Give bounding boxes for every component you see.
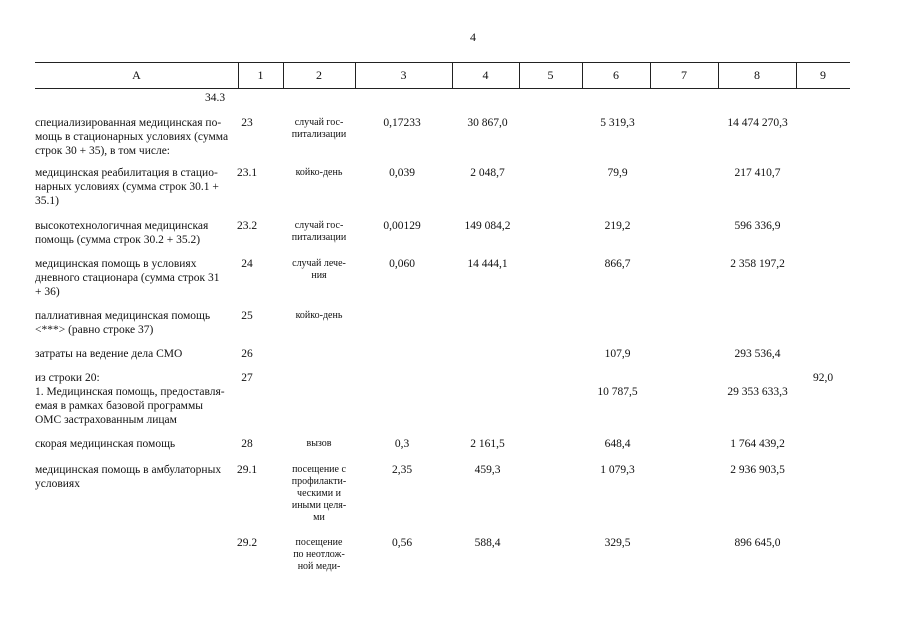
row-unit: случай гос- питализации: [291, 220, 347, 243]
cell-col8: 2 358 197,2: [730, 258, 785, 270]
row-label: затраты на ведение дела СМО: [35, 348, 183, 360]
cell-col8: 14 474 270,3: [727, 117, 788, 129]
row-label: высокотехнологичная медицинская помощь (сумма строк 30.2 + 35.2): [35, 220, 209, 246]
column-header-a: А: [132, 68, 141, 82]
cell-col9: 92,0: [812, 372, 834, 384]
cell-col8: 596 336,9: [734, 220, 781, 232]
row-unit: посещение по неотлож- ной меди-: [293, 537, 345, 572]
column-header-4: 4: [482, 68, 489, 82]
cell-col4: 30 867,0: [467, 117, 508, 129]
header-bottom-rule: [35, 88, 850, 89]
cell-col3: 2,35: [391, 464, 413, 476]
column-header-7: 7: [681, 68, 687, 82]
cell-col3: 0,3: [394, 438, 410, 450]
page-number: 4: [470, 30, 476, 44]
row-code: 23.2: [236, 220, 258, 232]
cell-col4: 149 084,2: [464, 220, 511, 232]
column-header-2: 2: [316, 68, 322, 82]
cell-col8: 2 936 903,5: [730, 464, 785, 476]
row-code: 24: [241, 258, 253, 270]
cell-col8: 1 764 439,2: [730, 438, 785, 450]
cell-col3: 0,56: [391, 537, 413, 549]
cell-col4: 2 161,5: [470, 438, 505, 450]
cell-col8: 217 410,7: [734, 167, 781, 179]
row-label: из строки 20: 1. Медицинская помощь, предоставля- емая в рамках базовой программы ОМС застрахованным лицам: [35, 372, 225, 426]
cell-col8: 896 645,0: [734, 537, 781, 549]
column-header-6: 6: [613, 68, 619, 82]
cell-col6: 79,9: [607, 167, 628, 179]
column-header-5: 5: [547, 68, 554, 82]
row-label: медицинская помощь в амбулаторных условиях: [35, 464, 222, 490]
row-code: 25: [241, 310, 253, 322]
column-header-1: 1: [257, 68, 264, 82]
cell-col4: 459,3: [474, 464, 501, 476]
cell-col4: 14 444,1: [467, 258, 508, 270]
stray-row-label: 34.3: [205, 92, 226, 104]
cell-col6: 1 079,3: [600, 464, 635, 476]
cell-col6: 10 787,5: [597, 386, 638, 398]
cell-col6: 107,9: [604, 348, 631, 360]
row-code: 28: [241, 438, 253, 450]
row-code: 27: [241, 372, 253, 384]
cell-col8: 29 353 633,3: [727, 386, 788, 398]
row-label: специализированная медицинская по- мощь в стационарных условиях (сумма строк 30 + 35), в том числе:: [35, 117, 229, 157]
row-unit: случай лече- ния: [292, 258, 346, 281]
row-label: медицинская реабилитация в стацио- нарных условиях (сумма строк 30.1 + 35.1): [35, 167, 219, 207]
row-unit: посещение с профилакти- ческими и иными целя- ми: [291, 464, 347, 523]
cell-col3: 0,060: [389, 258, 415, 270]
column-header-3: 3: [400, 68, 407, 82]
cell-col6: 866,7: [604, 258, 631, 270]
cell-col3: 0,00129: [383, 220, 421, 232]
cell-col3: 0,039: [389, 167, 415, 179]
cell-col3: 0,17233: [383, 117, 421, 129]
row-code: 29.2: [236, 537, 258, 549]
row-code: 26: [241, 348, 253, 360]
row-unit: случай гос- питализации: [291, 117, 347, 140]
cell-col6: 5 319,3: [600, 117, 635, 129]
row-label: медицинская помощь в условиях дневного стационара (сумма строк 31 + 36): [35, 258, 220, 298]
row-code: 29.1: [236, 464, 258, 476]
row-label: паллиативная медицинская помощь <***> (равно строке 37): [35, 310, 211, 336]
row-unit: вызов: [306, 438, 332, 449]
cell-col6: 648,4: [604, 438, 631, 450]
cell-col6: 329,5: [604, 537, 631, 549]
row-code: 23.1: [236, 167, 258, 179]
cell-col4: 2 048,7: [470, 167, 505, 179]
row-code: 23: [241, 117, 253, 129]
header-top-rule: [35, 62, 850, 63]
row-unit: койко-день: [295, 310, 343, 321]
cell-col4: 588,4: [474, 537, 501, 549]
column-header-9: 9: [820, 68, 826, 82]
row-unit: койко-день: [295, 167, 343, 178]
cell-col6: 219,2: [604, 220, 631, 232]
cell-col8: 293 536,4: [734, 348, 781, 360]
column-header-8: 8: [754, 68, 760, 82]
row-label: скорая медицинская помощь: [35, 438, 176, 450]
